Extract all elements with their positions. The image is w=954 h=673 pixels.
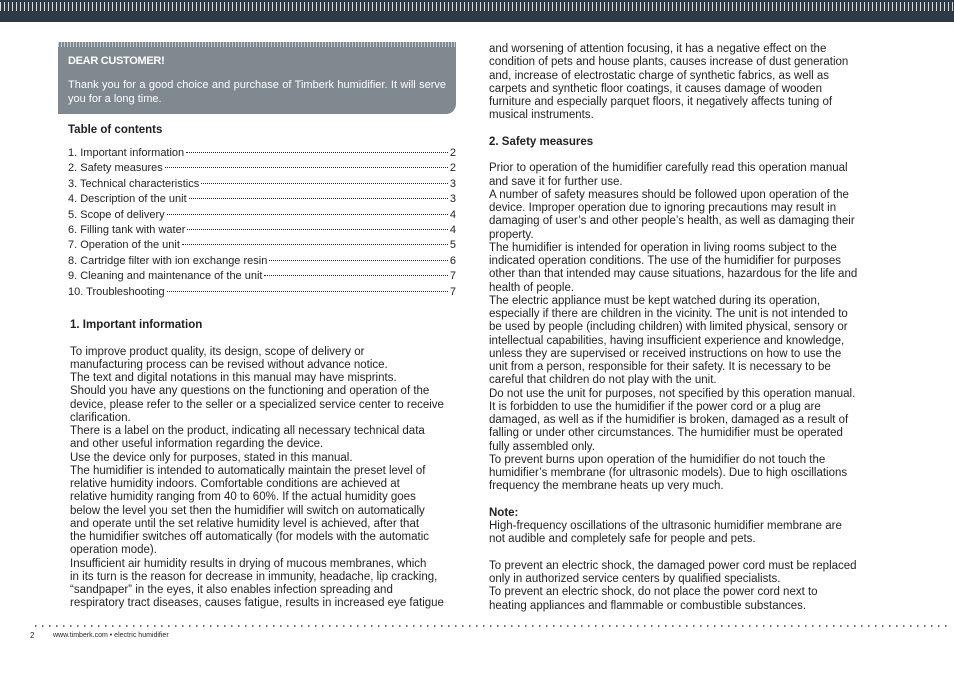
toc-item <box>68 162 456 177</box>
text-line: “sandpaper” in the eyes, it also enables infection spreading and <box>70 584 393 596</box>
toc-item-page: 2 <box>449 162 456 175</box>
text-line: especially if there are children in the vicinity. The unit is not intended to <box>489 308 848 320</box>
text-line: the humidifier switches off automatically (for models with the automatic <box>70 531 429 543</box>
text-line: damaging of user’s and other people’s health, as well as damaging their <box>489 215 855 228</box>
text-line: only in authorized service centers by qualified specialists. <box>489 573 781 585</box>
toc-item <box>68 193 456 208</box>
text-line: furniture and especially parquet floors, it negatively affects tuning of <box>489 96 833 108</box>
text-line: Should you have any questions on the functioning and operation of the <box>70 385 430 398</box>
text-line: and other useful information regarding the device. <box>70 438 324 451</box>
text-line: damaged, as well as if the humidifier is broken, damaged as a result of <box>489 414 849 426</box>
note-body <box>489 520 879 547</box>
text-line: To prevent burns upon operation of the humidifier do not touch the <box>489 453 826 466</box>
text-line: Do not use the unit for purposes, not specified by this operation manual. <box>489 387 856 400</box>
toc-item <box>68 178 456 193</box>
text-line: clarification. <box>70 411 131 424</box>
text-line: operation mode). <box>70 544 157 557</box>
text-line: The text and digital notations in this manual may have misprints. <box>70 372 397 384</box>
text-line: The humidifier is intended for operation in living rooms subject to the <box>489 241 837 254</box>
footer-site-label: www.timberk.com • electric humidifier <box>53 632 169 639</box>
top-tick-pattern <box>0 2 954 11</box>
toc-item-page: 3 <box>449 177 456 190</box>
text-line: other than that intended may cause situations, hazardous for the life and <box>489 268 858 281</box>
toc-item-label: 3. Technical characteristics <box>68 177 200 190</box>
text-line: below the level you set then the humidifier will switch on automatically <box>70 504 425 517</box>
text-line: Use the device only for purposes, stated in this manual. <box>70 451 353 464</box>
toc-dot-leader <box>187 229 447 230</box>
text-line: relative humidity ranging from 40 to 60%. If the actual humidity goes <box>70 491 416 504</box>
toc-item-label: 7. Operation of the unit <box>68 239 180 252</box>
text-line: It is forbidden to use the humidifier if the power cord or a plug are <box>489 400 821 413</box>
toc-item <box>68 209 456 224</box>
text-line: device, please refer to the seller or a specialized service center to receive <box>70 398 444 411</box>
toc-item <box>68 147 456 162</box>
toc-item-page: 3 <box>449 193 456 206</box>
text-line: and, increase of electrostatic charge of synthetic fabrics, as well as <box>489 69 830 82</box>
text-line: health of people. <box>489 281 575 294</box>
toc-dot-leader <box>167 291 448 292</box>
text-line: frequency the membrane heats up very much. <box>489 480 724 493</box>
section-1-body <box>70 346 456 611</box>
section-important-information <box>70 319 456 611</box>
toc-item <box>68 255 456 270</box>
text-line: To improve product quality, its design, scope of delivery or <box>70 345 365 358</box>
text-line: Prior to operation of the humidifier carefully read this operation manual <box>489 162 848 175</box>
text-line: indicated operation conditions. The use of the humidifier for purposes <box>489 255 842 267</box>
text-line: careful that children do not play with the unit. <box>489 374 717 387</box>
text-line: unit from a person, responsible for their safety. It is necessary to be <box>489 361 831 373</box>
toc-item-label: 1. Important information <box>68 147 185 159</box>
text-line: manufacturing process can be revised without advance notice. <box>70 358 388 371</box>
toc-item-label: 5. Scope of delivery <box>68 208 165 221</box>
page-number: 2 <box>30 631 35 640</box>
toc-item-page: 4 <box>449 223 456 236</box>
toc-item <box>68 270 456 285</box>
top-decorative-bar <box>0 0 954 22</box>
text-line: unless they are supervised or received instructions on how to use the <box>489 347 842 360</box>
toc-item <box>68 239 456 254</box>
note-heading: Note: <box>489 506 519 519</box>
continuation-text <box>489 43 879 123</box>
text-line: intellectual capabilities, having insufficient experience and knowledge, <box>489 334 845 347</box>
text-line: device. Improper operation due to ignoring precautions may result in <box>489 202 837 214</box>
footer-dotted-divider <box>35 625 947 627</box>
toc-item-label: 8. Cartridge filter with ion exchange resin <box>68 254 268 267</box>
customer-box-message: Thank you for a good choice and purchase of Timberk humidifier. It will serve you for a long time. <box>68 79 446 105</box>
toc-item-page: 2 <box>449 147 456 159</box>
toc-item <box>68 286 456 301</box>
toc-dot-leader <box>189 198 448 199</box>
section-2-body <box>489 162 879 493</box>
toc-item-label: 10. Troubleshooting <box>68 285 165 298</box>
toc-item-page: 7 <box>449 270 456 283</box>
toc-title: Table of contents <box>68 124 163 136</box>
text-line: A number of safety measures should be followed upon operation of the <box>489 188 849 201</box>
toc-item-label: 4. Description of the unit <box>68 193 187 206</box>
text-line: The electric appliance must be kept watched during its operation, <box>489 294 821 307</box>
section-2-heading: 2. Safety measures <box>489 135 594 148</box>
toc-dot-leader <box>186 152 448 153</box>
toc-item-page: 5 <box>449 239 456 252</box>
toc-item-label: 6. Filling tank with water <box>68 223 186 236</box>
toc-item <box>68 224 456 239</box>
text-line: heating appliances and flammable or combustible substances. <box>489 599 807 612</box>
text-line: not audible and completely safe for people and pets. <box>489 533 756 546</box>
toc-dot-leader <box>165 167 448 168</box>
toc-dot-leader <box>167 214 448 215</box>
toc-item-label: 9. Cleaning and maintenance of the unit <box>68 270 263 283</box>
text-line: The humidifier is intended to automatically maintain the preset level of <box>70 464 426 477</box>
toc-dot-leader <box>269 260 448 261</box>
toc-dot-leader <box>264 275 447 276</box>
text-line: and save it for further use. <box>489 175 623 188</box>
text-line: relative humidity indoors. Comfortable conditions are achieved at <box>70 478 400 490</box>
text-line: falling or under other circumstances. The humidifier must be operated <box>489 427 843 440</box>
customer-box-tick-pattern <box>58 42 456 47</box>
text-line: carpets and synthetic floor coatings, it causes damage of wooden <box>489 82 823 95</box>
toc-item-page: 6 <box>449 254 456 267</box>
text-line: in its turn is the reason for decrease in immunity, headache, lip cracking, <box>70 570 438 583</box>
toc-dot-leader <box>182 244 448 245</box>
text-line: To prevent an electric shock, do not place the power cord next to <box>489 586 818 599</box>
text-line: musical instruments. <box>489 109 594 122</box>
table-of-contents <box>68 147 456 301</box>
text-line: respiratory tract diseases, causes fatigue, results in increased eye fatigue <box>70 597 444 610</box>
dear-customer-box <box>58 42 456 114</box>
text-line: and worsening of attention focusing, it has a negative effect on the <box>489 43 827 55</box>
section-1-heading: 1. Important information <box>70 319 203 331</box>
text-line: fully assembled only. <box>489 440 595 453</box>
right-column <box>489 43 879 613</box>
text-line: condition of pets and house plants, causes increase of dust generation <box>489 56 849 69</box>
toc-item-page: 4 <box>449 208 456 221</box>
text-line: There is a label on the product, indicating all necessary technical data <box>70 425 425 437</box>
text-line: property. <box>489 228 534 241</box>
customer-box-title: DEAR CUSTOMER! <box>68 55 165 67</box>
text-line: To prevent an electric shock, the damaged power cord must be replaced <box>489 559 857 572</box>
toc-item-label: 2. Safety measures <box>68 162 163 175</box>
text-line: be used by people (including children) with limited physical, sensory or <box>489 321 848 334</box>
text-line: and operate until the set relative humidity level is achieved, after that <box>70 517 420 530</box>
text-line: High-frequency oscillations of the ultrasonic humidifier membrane are <box>489 520 842 532</box>
toc-item-page: 7 <box>449 285 456 298</box>
electric-shock-warning <box>489 560 879 613</box>
toc-dot-leader <box>201 183 448 184</box>
text-line: Insufficient air humidity results in drying of mucous membranes, which <box>70 557 427 570</box>
text-line: humidifier’s membrane (for ultrasonic models). Due to high oscillations <box>489 467 848 479</box>
